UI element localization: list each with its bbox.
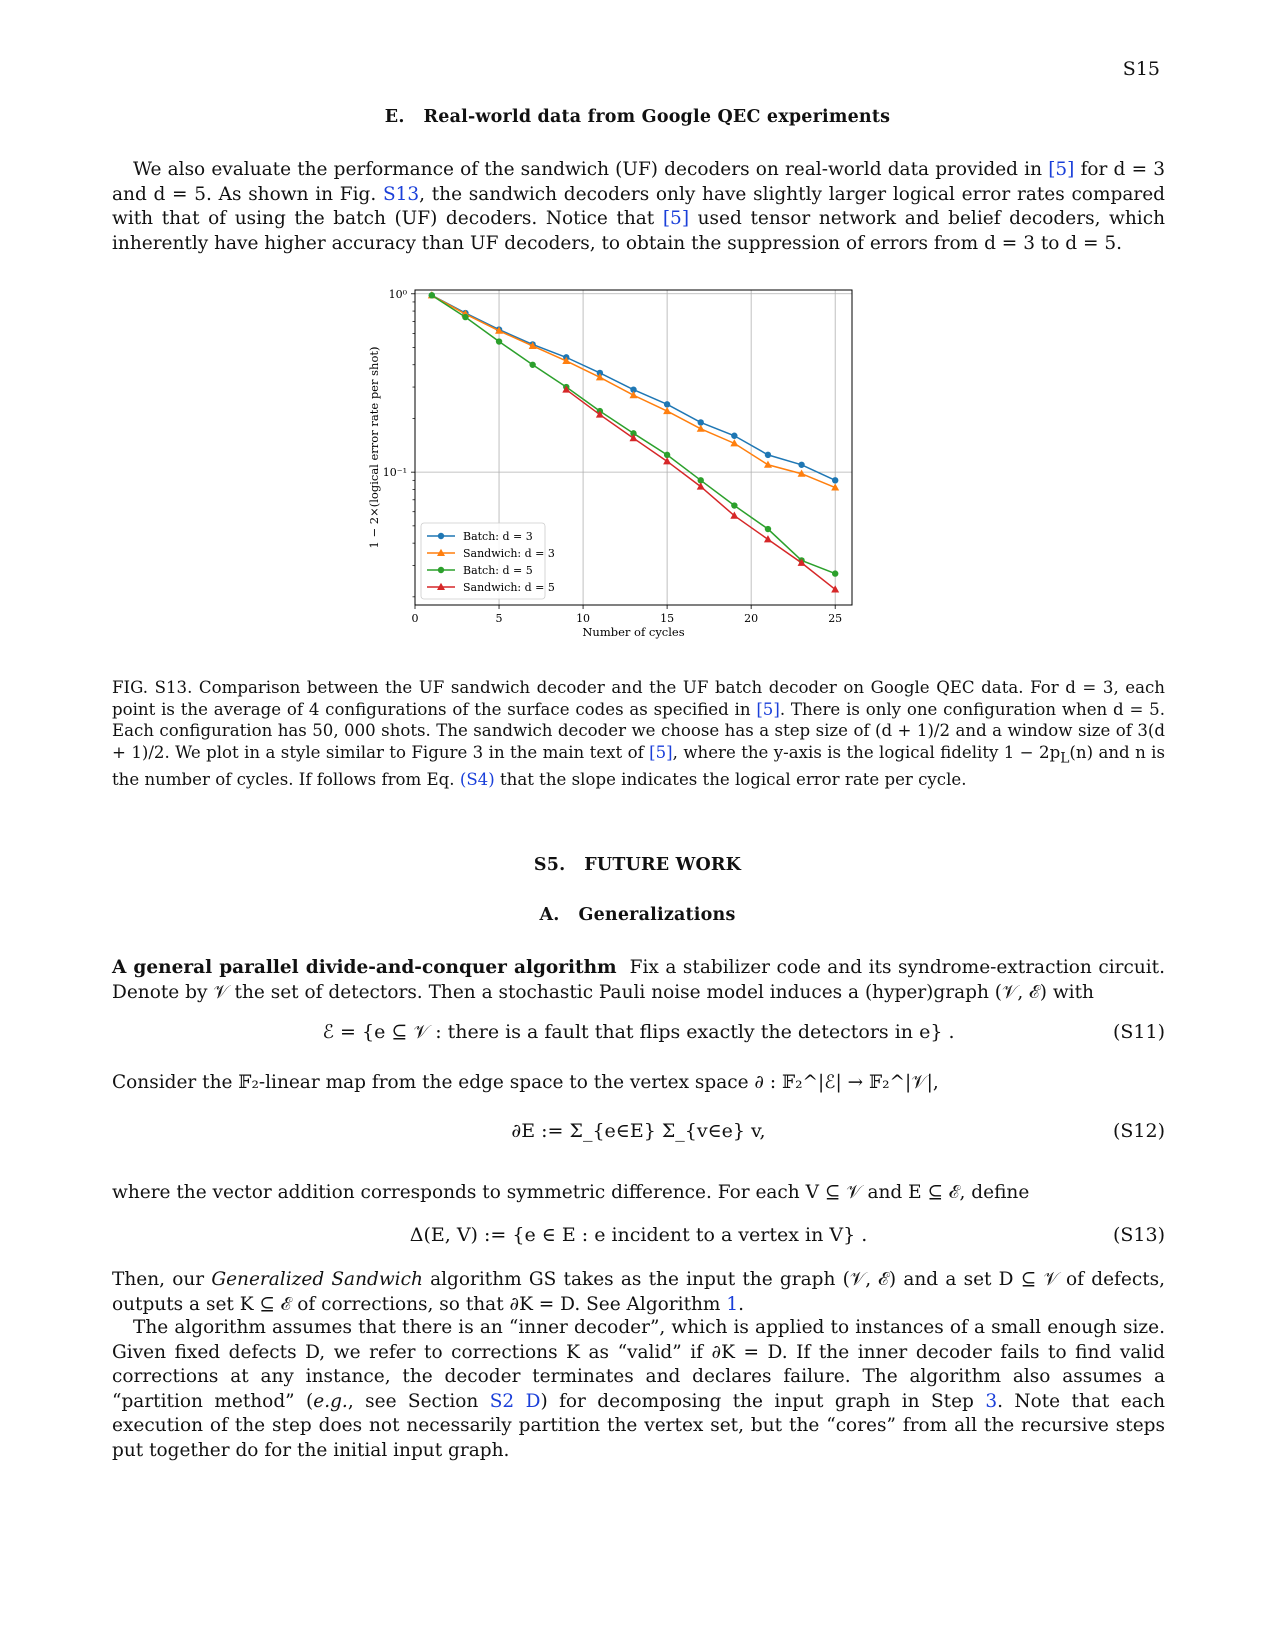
x-tick-label: 5 — [495, 612, 503, 625]
text-run: We also evaluate the performance of the sandwich (UF) decoders on real-world data provided in — [133, 159, 1049, 180]
reference-link[interactable]: (S4) — [459, 770, 495, 790]
text-run: , where the y-axis is the logical fidelity 1 − 2p — [672, 742, 1061, 762]
text-run: ) for decomposing the input graph in Step — [540, 1390, 986, 1412]
data-point — [697, 425, 705, 432]
data-point — [438, 533, 444, 539]
text-run: Generalized Sandwich — [211, 1269, 423, 1290]
data-point — [664, 452, 670, 458]
text-run: e.g. — [313, 1390, 348, 1412]
x-tick-label: 20 — [744, 612, 759, 625]
data-point — [630, 391, 638, 398]
reference-link[interactable]: [5] — [649, 742, 673, 762]
equation-s11-number: (S11) — [1112, 1021, 1165, 1043]
section-heading-e: E. Real-world data from Google QEC experiments — [384, 107, 891, 127]
data-point — [496, 338, 502, 344]
text-run: used tensor network and belief decoders, which inherently have higher accuracy than UF decoders, to obtain the suppression of errors from d = 3 to d = 5. — [112, 208, 1165, 254]
reference-link[interactable]: [5] — [1048, 159, 1075, 180]
text-run: , see Section — [347, 1390, 490, 1412]
data-point — [731, 433, 737, 439]
equation-s13-number: (S13) — [1112, 1224, 1165, 1246]
x-tick-label: 0 — [411, 612, 419, 625]
equation-s12-body: ∂E := Σ_{e∈E} Σ_{v∈e} v, — [511, 1120, 766, 1142]
equation-s13 — [112, 1224, 1165, 1250]
text-run: algorithm GS takes as the input the graph (𝒱, ℰ) and a set D ⊆ 𝒱 of defects, outputs a set K ⊆ ℰ of corrections, so that ∂K = D. See Algorithm — [112, 1269, 1166, 1315]
text-run: . Note that each execution of the step does not necessarily partition the vertex set, but the “cores” from all the recursive steps put together do for the initial input graph. — [112, 1390, 1165, 1461]
text-run: . — [738, 1293, 745, 1315]
paragraph-body: Fix a stabilizer code and its syndrome-extraction circuit. Denote by 𝒱 the set of detectors. Then a stochastic Pauli noise model induces a (hyper)graph (𝒱, ℰ) with — [112, 957, 1165, 1003]
y-tick-label: 10⁻¹ — [382, 466, 407, 480]
x-tick-label: 25 — [828, 612, 843, 625]
page-number: S15 — [1122, 58, 1160, 80]
x-tick-label: 15 — [660, 612, 675, 625]
reference-link[interactable]: S2 D — [489, 1390, 541, 1412]
symmetric-difference-paragraph: where the vector addition corresponds to symmetric difference. For each V ⊆ 𝒱 and E ⊆ ℰ, define — [112, 1182, 1030, 1203]
equation-s11-body: ℰ = {e ⊆ 𝒱 : there is a fault that flips exactly the detectors in e} . — [322, 1021, 955, 1043]
legend-entry: Batch: d = 5 — [463, 564, 533, 577]
data-point — [731, 502, 737, 508]
edge-map-paragraph: Consider the 𝔽₂-linear map from the edge space to the vertex space ∂ : 𝔽₂^|ℰ| → 𝔽₂^|𝒱|, — [112, 1072, 939, 1093]
reference-link[interactable]: [5] — [756, 699, 780, 719]
text-run: L — [1060, 749, 1070, 766]
data-point — [764, 535, 772, 542]
text-run: that the slope indicates the logical error rate per cycle. — [494, 770, 967, 790]
subsection-heading-a: A. Generalizations — [539, 905, 736, 925]
y-axis-label: 1 − 2×(logical error rate per shot) — [367, 346, 381, 549]
data-point — [697, 482, 705, 489]
y-tick-label: 10⁰ — [388, 287, 407, 301]
figure-s13 — [360, 285, 920, 685]
data-point — [832, 570, 838, 576]
reference-link[interactable]: S13 — [382, 183, 420, 205]
x-tick-label: 10 — [576, 612, 591, 625]
text-run: FIG. S13. Comparison between the UF sandwich decoder and the UF batch decoder on Google QEC data. For d = 3, each point is the average of 4 configurations of the surface codes as specified in — [112, 678, 1165, 719]
section-heading-s5: S5. FUTURE WORK — [533, 855, 742, 875]
chart-svg — [360, 285, 920, 685]
data-point — [798, 462, 804, 468]
data-point — [438, 567, 444, 573]
legend-entry: Batch: d = 3 — [463, 530, 533, 543]
section-e-paragraph — [112, 158, 1165, 256]
data-point — [663, 457, 671, 464]
text-run: (n) and n is the number of cycles. If follows from Eq. — [112, 742, 1165, 790]
data-point — [764, 461, 772, 468]
inner-decoder-paragraph — [112, 1316, 1165, 1463]
reference-link[interactable]: 1 — [726, 1293, 739, 1315]
data-point — [832, 477, 838, 483]
reference-link[interactable]: 3 — [985, 1390, 998, 1412]
text-run: . There is only one configuration when d = 5. Each configuration has 50, 000 shots. The sandwich decoder we choose has a step size of (d + 1)/2 and a window size of 3(d + 1)/2. We plot in a style similar to Figure 3 in the main text of — [112, 699, 1166, 762]
x-axis-label: Number of cycles — [582, 625, 685, 639]
legend-entry: Sandwich: d = 5 — [463, 581, 555, 594]
figure-caption — [112, 677, 1165, 791]
text-run: , the sandwich decoders only have slightly larger logical error rates compared with that of using the batch (UF) decoders. Notice that — [112, 183, 1165, 229]
equation-s11 — [112, 1021, 1165, 1047]
data-point — [765, 452, 771, 458]
legend-entry: Sandwich: d = 3 — [463, 547, 555, 560]
equation-s12 — [112, 1120, 1165, 1146]
text-run: The algorithm assumes that there is an “inner decoder”, which is applied to instances of a small enough size. Given fixed defects D, we refer to corrections K as “valid” if ∂K = D. If the inner decoder fails to find valid corrections at any instance, the decoder terminates and declares failure. The algorithm also assumes a “partition method” ( — [112, 1317, 1165, 1412]
algorithm-paragraph — [112, 956, 1165, 1005]
data-point — [765, 526, 771, 532]
data-point — [664, 401, 670, 407]
generalized-sandwich-paragraph — [112, 1268, 1165, 1317]
equation-s12-number: (S12) — [1112, 1120, 1165, 1142]
data-point — [462, 314, 468, 320]
paragraph-lead: A general parallel divide-and-conquer algorithm — [112, 957, 617, 978]
data-point — [529, 362, 535, 368]
text-run: Then, our — [112, 1269, 212, 1290]
text-run: for d = 3 and d = 5. As shown in Fig. — [112, 159, 1165, 205]
equation-s13-body: Δ(E, V) := {e ∈ E : e incident to a vertex in V} . — [409, 1224, 868, 1246]
reference-link[interactable]: [5] — [662, 208, 690, 229]
data-point — [429, 292, 435, 298]
